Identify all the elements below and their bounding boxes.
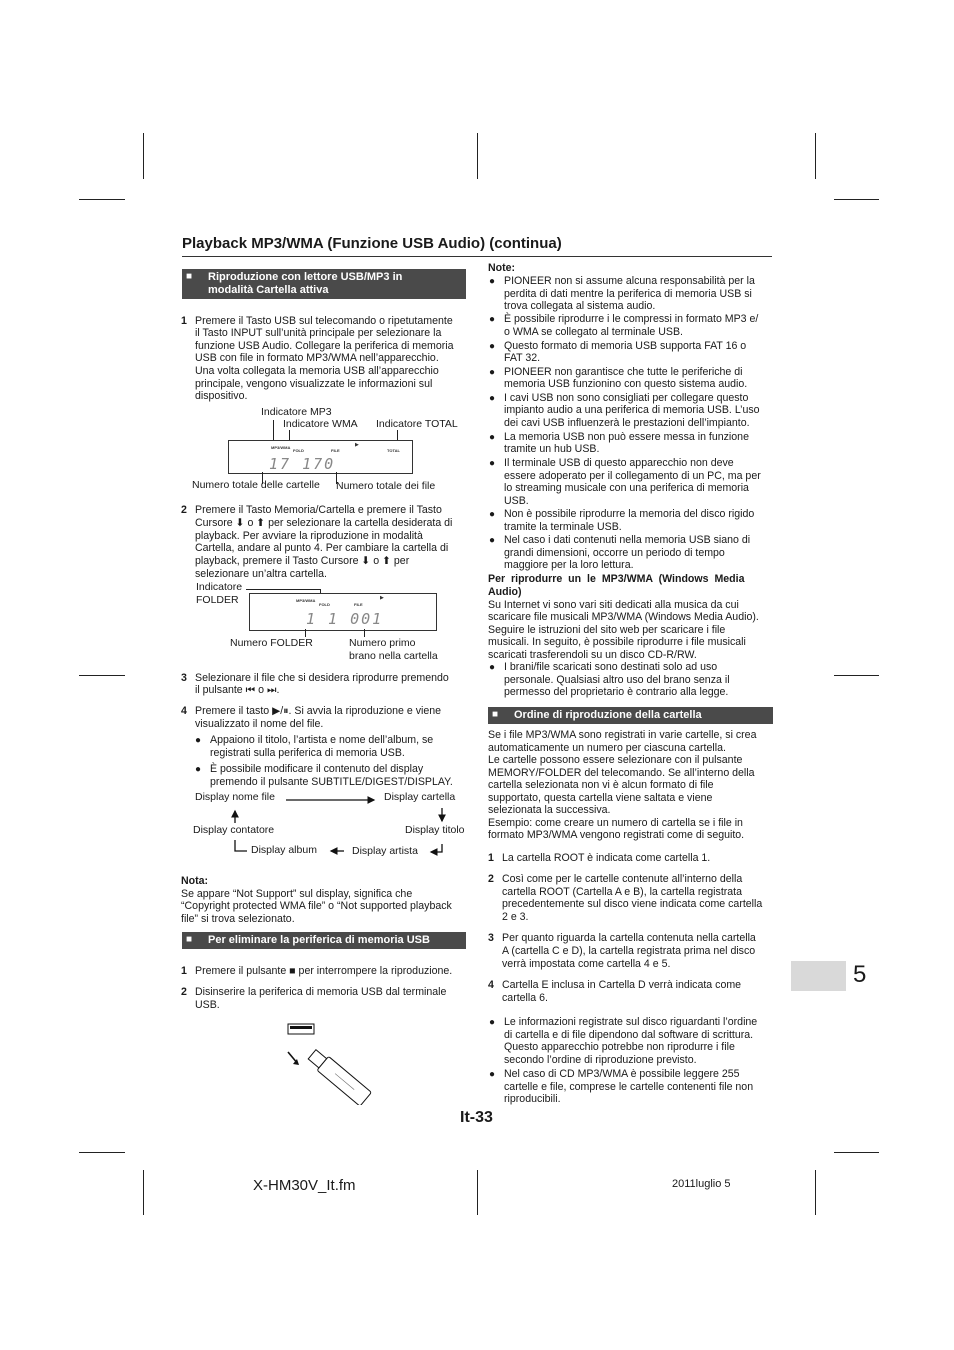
footer-date: 2011luglio 5: [672, 1178, 731, 1190]
lcd-display-folder: [249, 593, 437, 631]
note-line: La memoria USB non può essere messa in funzione: [504, 431, 749, 443]
label-indicator-mp3: Indicatore MP3: [261, 406, 332, 418]
lcd-digits: 1 1 001: [306, 610, 384, 628]
wma-bullet-line: permesso del proprietario è contrario alla legge.: [504, 686, 729, 698]
square-icon: ■: [186, 271, 193, 282]
bullet-icon: ●: [489, 1069, 496, 1080]
play-icon: ▶: [380, 595, 384, 601]
flow-arrow: [431, 844, 442, 852]
section-title-line1: Riproduzione con lettore USB/MP3 in: [208, 271, 403, 283]
wma-bullet-line: I brani/file scaricati sono destinati solo ad uso: [504, 661, 718, 673]
step1-line: principale, vengono visualizzate le informazioni sul: [195, 378, 433, 390]
bullet-line: registrati sulla periferica di memoria USB.: [210, 747, 405, 759]
order-step-line: verrà impostata come cartella 4 e 5.: [502, 958, 671, 970]
remove-step-line: Disinserire la periferica di memoria USB dal terminale: [195, 986, 447, 998]
lcd-total: TOTAL: [387, 448, 400, 453]
order-step-line: Per quanto riguarda la cartella contenuta nella cartella: [502, 932, 756, 944]
bullet-icon: ●: [489, 662, 496, 673]
nota-line: Se appare “Not Support” sul display, significa che: [181, 888, 413, 900]
step1-line: il Tasto INPUT sull’unità principale per selezionare la: [195, 327, 442, 339]
note-line: essere adoperato per il collegamento di un PC, ma per: [504, 470, 761, 482]
order-intro-line: Le cartelle possono essere selezionare con il pulsante: [488, 754, 743, 766]
label-indicator-folder: Indicatore: [196, 581, 243, 593]
flow-display-title: Display titolo: [405, 824, 465, 836]
step1-line: Premere il Tasto USB sul telecomando o ripetutamente: [195, 315, 453, 327]
note-line: PIONEER non si assume alcuna responsabilità per la: [504, 275, 755, 287]
note-line: trova collegata al sistema audio.: [504, 300, 656, 312]
remove-step-line: Premere il pulsante ■ per interrompere la riproduzione.: [195, 965, 453, 977]
order-intro-line: supportato, questa cartella viene saltata e viene: [488, 792, 713, 804]
step2-line: Cursore ⬇ o ⬆ per selezionare la cartella desiderata di: [195, 517, 453, 529]
step4-line: visualizzato il nome del file.: [195, 718, 324, 730]
order-intro-line: Se i file MP3/WMA sono registrati in varie cartelle, si crea: [488, 729, 757, 741]
callout-line: [397, 430, 398, 440]
flow-display-counter: Display contatore: [193, 824, 275, 836]
wma-title: Per riprodurre un le MP3/WMA (Windows Media: [488, 573, 745, 585]
section-bar-remove-usb: [182, 932, 466, 949]
wma-text-line: scaricati trasferendoli su un disco CD-R/RW.: [488, 649, 697, 661]
lcd-fold: FOLD: [319, 602, 330, 607]
wma-text-line: musicali. In seguito, è possibile riprodurre i file musicali: [488, 636, 746, 648]
step2-line: selezionare un’altra cartella.: [195, 568, 327, 580]
crop-mark: [815, 133, 816, 179]
bullet-icon: ●: [489, 367, 496, 378]
step3-line: Selezionare il file che si desidera riprodurre premendo: [195, 672, 449, 684]
section-bar-usb-folder: [182, 269, 466, 299]
step-number: 1: [181, 965, 187, 977]
callout-line: [364, 629, 365, 637]
step2-line: playback, premere il Tasto Cursore ⬇ o ⬆ per: [195, 555, 410, 567]
note-line: Il terminale USB di questo apparecchio non deve: [504, 457, 734, 469]
step2-line: Premere il Tasto Memoria/Cartella e premere il Tasto: [195, 504, 442, 516]
nota-line: file” si trova selezionato.: [181, 913, 295, 925]
lcd-digits: 17 170: [269, 455, 336, 473]
order-intro-line: formato MP3/WMA vengono registrati come di seguito.: [488, 829, 745, 841]
step-number: 1: [181, 315, 187, 327]
order-step-line: 2 e 3.: [502, 911, 529, 923]
note-line: maggiore per la loro lettura.: [504, 559, 634, 571]
footer-filename: X-HM30V_It.fm: [253, 1177, 356, 1194]
crop-mark: [815, 1170, 816, 1215]
step3-line: il pulsante ⏮ o ⏭.: [195, 684, 280, 696]
order-step-line: cartella 6.: [502, 992, 548, 1004]
section-title-line2: modalità Cartella attiva: [208, 284, 329, 296]
order-intro-line: automaticamente un numero per ciascuna cartella.: [488, 742, 726, 754]
note-line: lo streaming musicale con una periferica di memoria: [504, 482, 749, 494]
order-bullet-line: secondo l’ordine di riproduzione previsto.: [504, 1054, 697, 1066]
flow-arrow: [235, 840, 247, 851]
order-intro-line: Esempio: come creare un numero di cartella se i file in: [488, 817, 743, 829]
step4-line: Premere il tasto ▶/⏸. Si avvia la riproduzione e viene: [195, 705, 442, 717]
lcd-file: FILE: [354, 602, 363, 607]
crop-mark: [79, 199, 125, 200]
crop-mark: [477, 133, 478, 179]
bullet-icon: ●: [195, 735, 202, 746]
bullet-icon: ●: [489, 432, 496, 443]
play-icon: ▶: [355, 442, 359, 448]
flow-display-artist: Display artista: [352, 845, 418, 857]
label-indicator-wma: Indicatore WMA: [283, 418, 358, 430]
order-bullet-line: Nel caso di CD MP3/WMA è possibile leggere 255: [504, 1068, 740, 1080]
note-line: I cavi USB non sono consigliati per collegare questo: [504, 392, 749, 404]
bullet-icon: ●: [489, 509, 496, 520]
callout-line: [305, 629, 306, 637]
note-line: FAT 32.: [504, 352, 541, 364]
order-step-line: A (cartella C e D), la cartella registrata prima nel disco: [502, 945, 756, 957]
callout-line: [246, 589, 320, 590]
flow-arrows: [180, 790, 460, 870]
note-line: memoria USB funzionino con questo sistema audio.: [504, 378, 748, 390]
note-line: o WMA se collegato al terminale USB.: [504, 326, 683, 338]
page-tab: [791, 961, 846, 991]
square-icon: ■: [492, 709, 499, 720]
crop-mark: [834, 1152, 879, 1153]
bullet-icon: ●: [489, 1017, 496, 1028]
flow-display-album: Display album: [251, 844, 317, 856]
note-line: Nel caso i dati contenuti nella memoria USB siano di: [504, 534, 751, 546]
label-folder-number: Numero FOLDER: [230, 637, 313, 649]
header-rule: [182, 256, 772, 257]
notes-title: Note:: [488, 262, 516, 274]
order-step-line: cartella ROOT (Cartella A e B), la cartella registrata: [502, 886, 743, 898]
step-number: 2: [181, 986, 187, 998]
order-bullet-line: cartelle e file, comprese le cartelle contenenti file non: [504, 1081, 754, 1093]
order-step-line: precedentemente sul disco viene indicata come cartella: [502, 898, 763, 910]
order-intro-line: cartella selezionata non vi è alcun formato di file: [488, 779, 714, 791]
step-number: 2: [488, 873, 494, 885]
wma-title: Audio): [488, 586, 522, 598]
bullet-icon: ●: [489, 535, 496, 546]
wma-text-line: Seguire le istruzioni del sito web per scaricare i file: [488, 624, 726, 636]
note-line: grandi dimensioni, occorre un periodo di tempo: [504, 547, 725, 559]
section-title: Per eliminare la periferica di memoria USB: [208, 934, 430, 946]
step-number: 2: [181, 504, 187, 516]
bullet-icon: ●: [489, 341, 496, 352]
lcd-display-total: [228, 440, 413, 474]
note-line: tramite un hub USB.: [504, 443, 600, 455]
crop-mark: [834, 675, 879, 676]
section-bar-folder-order: [488, 707, 773, 724]
crop-mark: [477, 1170, 478, 1215]
usb-stick-illustration: [284, 1020, 384, 1105]
label-indicator-total: Indicatore TOTAL: [376, 418, 458, 430]
lcd-file: FILE: [331, 448, 340, 453]
wma-text-line: Su Internet vi sono vari siti dedicati alla musica da cui: [488, 599, 739, 611]
nota-title: Nota:: [181, 875, 209, 887]
wma-bullet-line: personale. Qualsiasi altro uso del brano senza il: [504, 674, 730, 686]
section-title: Ordine di riproduzione della cartella: [514, 709, 702, 721]
flow-display-folder: Display cartella: [384, 791, 456, 803]
order-bullet-line: Questo apparecchio potrebbe non riprodurre i file: [504, 1041, 735, 1053]
remove-step-line: USB.: [195, 999, 220, 1011]
bullet-icon: ●: [195, 764, 202, 775]
step-number: 4: [488, 979, 494, 991]
step1-line: funzione USB Audio. Collegare la periferica di memoria: [195, 340, 454, 352]
order-step-line: Così come per le cartelle contenute all’interno della: [502, 873, 743, 885]
note-line: PIONEER non garantisce che tutte le periferiche di: [504, 366, 743, 378]
label-total-folders: Numero totale delle cartelle: [192, 479, 320, 491]
page-header-title: Playback MP3/WMA (Funzione USB Audio) (continua): [182, 235, 562, 252]
note-line: Non è possibile riprodurre la memoria del disco rigido: [504, 508, 755, 520]
lcd-fold: FOLD: [293, 448, 304, 453]
nota-line: “Copyright protected WMA file” o “Not supported playback: [181, 900, 452, 912]
order-bullet-line: Le informazioni registrate sul disco riguardanti l’ordine: [504, 1016, 758, 1028]
wma-text-line: scaricare file musicali MP3/WMA (Windows Media Audio).: [488, 611, 759, 623]
note-line: tramite la terminale USB.: [504, 521, 622, 533]
bullet-icon: ●: [489, 314, 496, 325]
callout-line: [289, 430, 290, 440]
step1-line: USB con file in formato MP3/WMA nell’apparecchio.: [195, 352, 439, 364]
page-tab-number: 5: [853, 961, 867, 988]
lcd-mp3wma: MP3/WMA: [296, 598, 316, 603]
step2-line: playback. Per avviare la riproduzione in modalità: [195, 530, 423, 542]
crop-mark: [143, 1170, 144, 1215]
bullet-icon: ●: [489, 458, 496, 469]
bullet-icon: ●: [489, 393, 496, 404]
order-bullet-line: di cartella e di file dipendono dal software di scrittura.: [504, 1029, 754, 1041]
page-number: It-33: [460, 1109, 493, 1126]
label-indicator-folder: FOLDER: [196, 594, 239, 606]
note-line: perdita di dati mentre la periferica di memoria USB si: [504, 288, 752, 300]
bullet-icon: ●: [489, 276, 496, 287]
step1-line: dispositivo.: [195, 390, 248, 402]
step-number: 4: [181, 705, 187, 717]
order-intro-line: selezionata la successiva.: [488, 804, 611, 816]
bullet-line: premendo il pulsante SUBTITLE/DIGEST/DISPLAY.: [210, 776, 453, 788]
step-number: 3: [181, 672, 187, 684]
crop-mark: [79, 675, 125, 676]
bullet-line: È possibile modificare il contenuto del display: [210, 763, 424, 775]
order-intro-line: MEMORY/FOLDER del telecomando. Se all’interno della: [488, 767, 755, 779]
step-number: 1: [488, 852, 494, 864]
label-total-files: Numero totale dei file: [336, 480, 436, 492]
label-first-track: brano nella cartella: [349, 650, 438, 662]
crop-mark: [834, 199, 879, 200]
step-number: 3: [488, 932, 494, 944]
order-step-line: Cartella E inclusa in Cartella D verrà indicata come: [502, 979, 742, 991]
note-line: Questo formato di memoria USB supporta FAT 16 o: [504, 340, 747, 352]
crop-mark: [79, 1152, 125, 1153]
step1-line: Una volta collegata la memoria USB all’apparecchio: [195, 365, 439, 377]
step2-line: Cartella, andare al punto 4. Per cambiare la cartella di: [195, 542, 449, 554]
crop-mark: [143, 133, 144, 179]
square-icon: ■: [186, 934, 193, 945]
note-line: USB.: [504, 495, 529, 507]
lcd-mp3wma: MP3/WMA: [271, 445, 291, 450]
note-line: È possibile riprodurre i le compressi in formato MP3 e/: [504, 313, 759, 325]
bullet-line: Appaiono il titolo, l’artista e nome dell’album, se: [210, 734, 434, 746]
order-step-line: La cartella ROOT è indicata come cartella 1.: [502, 852, 711, 864]
callout-line: [273, 420, 274, 440]
note-line: dei cavi USB influenzerà le prestazioni dell’impianto.: [504, 417, 750, 429]
label-first-track: Numero primo: [349, 637, 416, 649]
note-line: impianto audio a una periferica di memoria USB. L’uso: [504, 404, 760, 416]
flow-display-name: Display nome file: [195, 791, 275, 803]
order-bullet-line: riproducibili.: [504, 1093, 561, 1105]
